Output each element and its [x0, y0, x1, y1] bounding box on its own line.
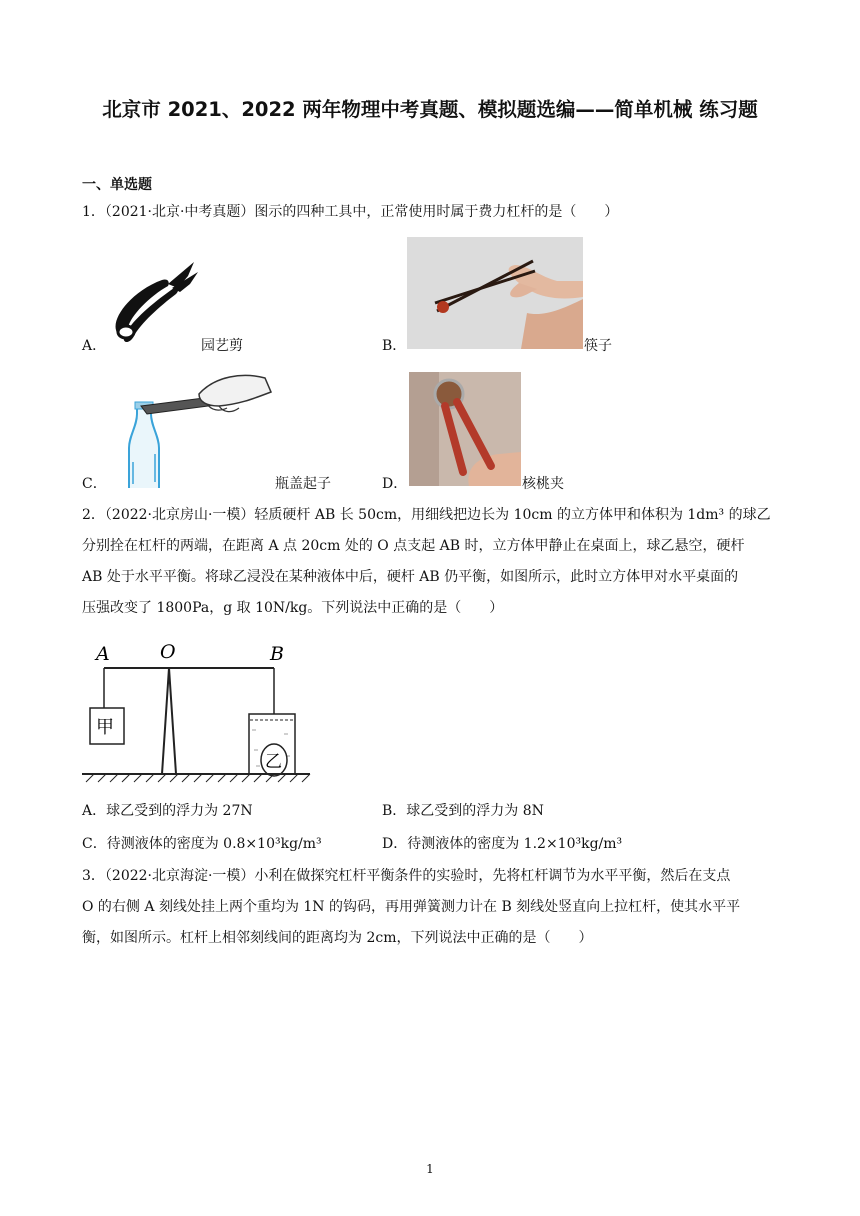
q1-option-d-caption: 核桃夹 [522, 476, 564, 492]
label-a: A [96, 643, 110, 665]
q1-option-d-letter: D． [382, 476, 408, 492]
yi-label: 乙 [265, 752, 282, 772]
lever-diagram [82, 638, 312, 784]
q1-option-c-caption: 瓶盖起子 [275, 476, 331, 492]
section-heading: 一、单选题 [82, 177, 152, 193]
q2-line-3: AB 处于水平平衡。将球乙浸没在某种液体中后，硬杆 AB 仍平衡，如图所示，此时立方体甲对水平桌面的 [82, 569, 739, 585]
q3-line-3: 衡，如图所示。杠杆上相邻刻线间的距离均为 2cm，下列说法中正确的是（ ） [82, 930, 593, 946]
q1-option-a-letter: A． [82, 338, 107, 354]
q1-stem: 1．（2021·北京·中考真题）图示的四种工具中，正常使用时属于费力杠杆的是（ ） [82, 204, 619, 220]
q1-option-a-caption: 园艺剪 [201, 338, 243, 354]
q1-option-b-letter: B． [382, 338, 407, 354]
chopsticks-image [407, 237, 583, 349]
fulcrum [162, 668, 176, 774]
q3-line-2: O 的右侧 A 刻线处挂上两个重均为 1N 的钩码，再用弹簧测力计在 B 刻线处竖直向上拉杠杆，使其水平平 [82, 899, 741, 915]
q2-option-b: B．球乙受到的浮力为 8N [382, 803, 544, 819]
bottle-opener-image [115, 370, 273, 488]
jia-label: 甲 [96, 717, 114, 738]
q2-option-d: D．待测液体的密度为 1.2×10³kg/m³ [382, 836, 623, 852]
q1-option-c-letter: C． [82, 476, 107, 492]
q2-option-c: C．待测液体的密度为 0.8×10³kg/m³ [82, 836, 322, 852]
q2-line-2: 分别拴在杠杆的两端，在距离 A 点 20cm 处的 O 点支起 AB 时，立方体甲静止在桌面上，球乙悬空，硬杆 [82, 538, 745, 554]
q1-option-b-caption: 筷子 [584, 338, 612, 354]
garden-shears-image [110, 258, 200, 350]
label-b: B [270, 643, 284, 665]
q2-line-1: 2．（2022·北京房山·一模）轻质硬杆 AB 长 50cm，用细线把边长为 10cm 的立方体甲和体积为 1dm³ 的球乙 [82, 507, 771, 523]
page-title: 北京市 2021、2022 两年物理中考真题、模拟题选编——简单机械 练习题 [102, 98, 758, 121]
label-o: O [160, 641, 176, 663]
page-number: 1 [426, 1162, 434, 1176]
nutcracker-image [409, 372, 521, 486]
q3-line-1: 3．（2022·北京海淀·一模）小利在做探究杠杆平衡条件的实验时，先将杠杆调节为水平平衡，然后在支点 [82, 868, 731, 884]
q2-line-4: 压强改变了 1800Pa，g 取 10N/kg。下列说法中正确的是（ ） [82, 600, 504, 616]
q2-option-a: A．球乙受到的浮力为 27N [82, 803, 253, 819]
